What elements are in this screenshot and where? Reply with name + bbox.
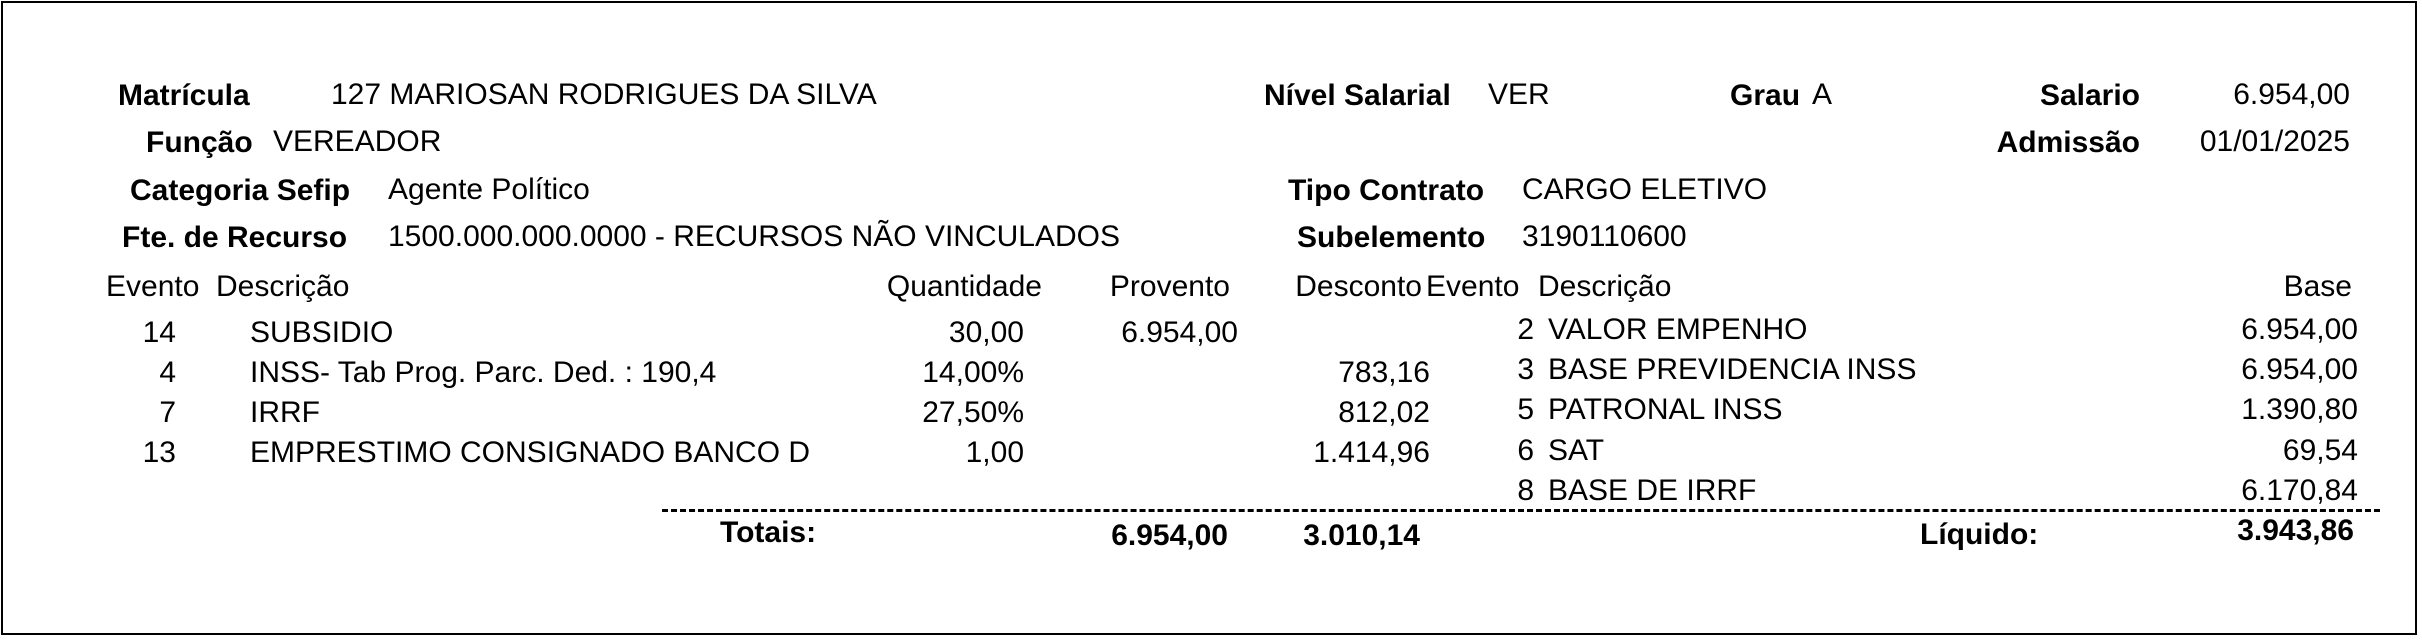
row-descricao: BASE DE IRRF bbox=[1548, 474, 1757, 507]
total-provento: 6.954,00 bbox=[1111, 519, 1228, 552]
subelemento-value: 3190110600 bbox=[1522, 220, 1687, 253]
salario-label: Salario bbox=[2039, 79, 2140, 112]
row-quantidade: 14,00% bbox=[922, 356, 1024, 389]
row-base: 6.170,84 bbox=[2241, 474, 2358, 507]
row-evento: 7 bbox=[159, 396, 176, 429]
tipo-contrato-label: Tipo Contrato bbox=[1288, 174, 1485, 207]
row-desconto: 783,16 bbox=[1338, 356, 1430, 389]
grau-label: Grau bbox=[1730, 79, 1801, 112]
categoria-sefip-value: Agente Político bbox=[388, 173, 590, 206]
row-desconto: 1.414,96 bbox=[1313, 436, 1430, 469]
fonte-recurso-label: Fte. de Recurso bbox=[122, 221, 348, 254]
row-quantidade: 1,00 bbox=[965, 436, 1024, 469]
nivel-salarial-value: VER bbox=[1488, 78, 1550, 111]
totals-separator bbox=[662, 509, 2380, 512]
row-base: 6.954,00 bbox=[2241, 353, 2358, 386]
matricula-value: 127 MARIOSAN RODRIGUES DA SILVA bbox=[331, 78, 877, 111]
totais-label: Totais: bbox=[720, 516, 817, 549]
row-evento: 14 bbox=[142, 316, 176, 349]
row-quantidade: 27,50% bbox=[922, 396, 1024, 429]
admissao-label: Admissão bbox=[1996, 126, 2140, 159]
row-base: 69,54 bbox=[2282, 434, 2358, 467]
row-descricao: SUBSIDIO bbox=[250, 316, 394, 349]
row-descricao: VALOR EMPENHO bbox=[1548, 313, 1808, 346]
tipo-contrato-value: CARGO ELETIVO bbox=[1522, 173, 1768, 206]
row-evento: 4 bbox=[159, 356, 176, 389]
salario-value: 6.954,00 bbox=[2233, 78, 2350, 111]
row-descricao: SAT bbox=[1548, 434, 1605, 467]
row-base: 1.390,80 bbox=[2241, 393, 2358, 426]
categoria-sefip-label: Categoria Sefip bbox=[130, 174, 351, 207]
col-descricao-right-header: Descrição bbox=[1538, 270, 1672, 303]
subelemento-label: Subelemento bbox=[1297, 221, 1486, 254]
fonte-recurso-value: 1500.000.000.0000 - RECURSOS NÃO VINCULADOS bbox=[388, 220, 1120, 253]
row-descricao: EMPRESTIMO CONSIGNADO BANCO D bbox=[250, 436, 811, 469]
funcao-value: VEREADOR bbox=[273, 125, 442, 158]
row-evento: 6 bbox=[1517, 434, 1534, 467]
liquido-label: Líquido: bbox=[1920, 518, 2039, 551]
row-provento: 6.954,00 bbox=[1121, 316, 1238, 349]
col-desconto-header: Desconto bbox=[1295, 270, 1422, 303]
total-desconto: 3.010,14 bbox=[1303, 519, 1420, 552]
col-provento-header: Provento bbox=[1109, 270, 1230, 303]
col-evento-right-header: Evento bbox=[1426, 270, 1520, 303]
liquido-value: 3.943,86 bbox=[2237, 514, 2354, 547]
row-evento: 13 bbox=[142, 436, 176, 469]
row-descricao: BASE PREVIDENCIA INSS bbox=[1548, 353, 1917, 386]
col-quantidade-header: Quantidade bbox=[886, 270, 1042, 303]
row-quantidade: 30,00 bbox=[948, 316, 1024, 349]
row-base: 6.954,00 bbox=[2241, 313, 2358, 346]
row-evento: 2 bbox=[1517, 313, 1534, 346]
admissao-value: 01/01/2025 bbox=[2199, 125, 2350, 158]
row-desconto: 812,02 bbox=[1338, 396, 1430, 429]
row-evento: 8 bbox=[1517, 474, 1534, 507]
matricula-label: Matrícula bbox=[118, 79, 250, 112]
row-descricao: IRRF bbox=[250, 396, 320, 429]
nivel-salarial-label: Nível Salarial bbox=[1264, 79, 1451, 112]
funcao-label: Função bbox=[146, 126, 253, 159]
row-descricao: INSS- Tab Prog. Parc. Ded. : 190,4 bbox=[250, 356, 717, 389]
row-evento: 5 bbox=[1517, 393, 1534, 426]
col-evento-header: Evento bbox=[106, 270, 200, 303]
col-descricao-header: Descrição bbox=[216, 270, 350, 303]
col-base-header: Base bbox=[2283, 270, 2352, 303]
row-descricao: PATRONAL INSS bbox=[1548, 393, 1783, 426]
grau-value: A bbox=[1812, 78, 1833, 111]
row-evento: 3 bbox=[1517, 353, 1534, 386]
